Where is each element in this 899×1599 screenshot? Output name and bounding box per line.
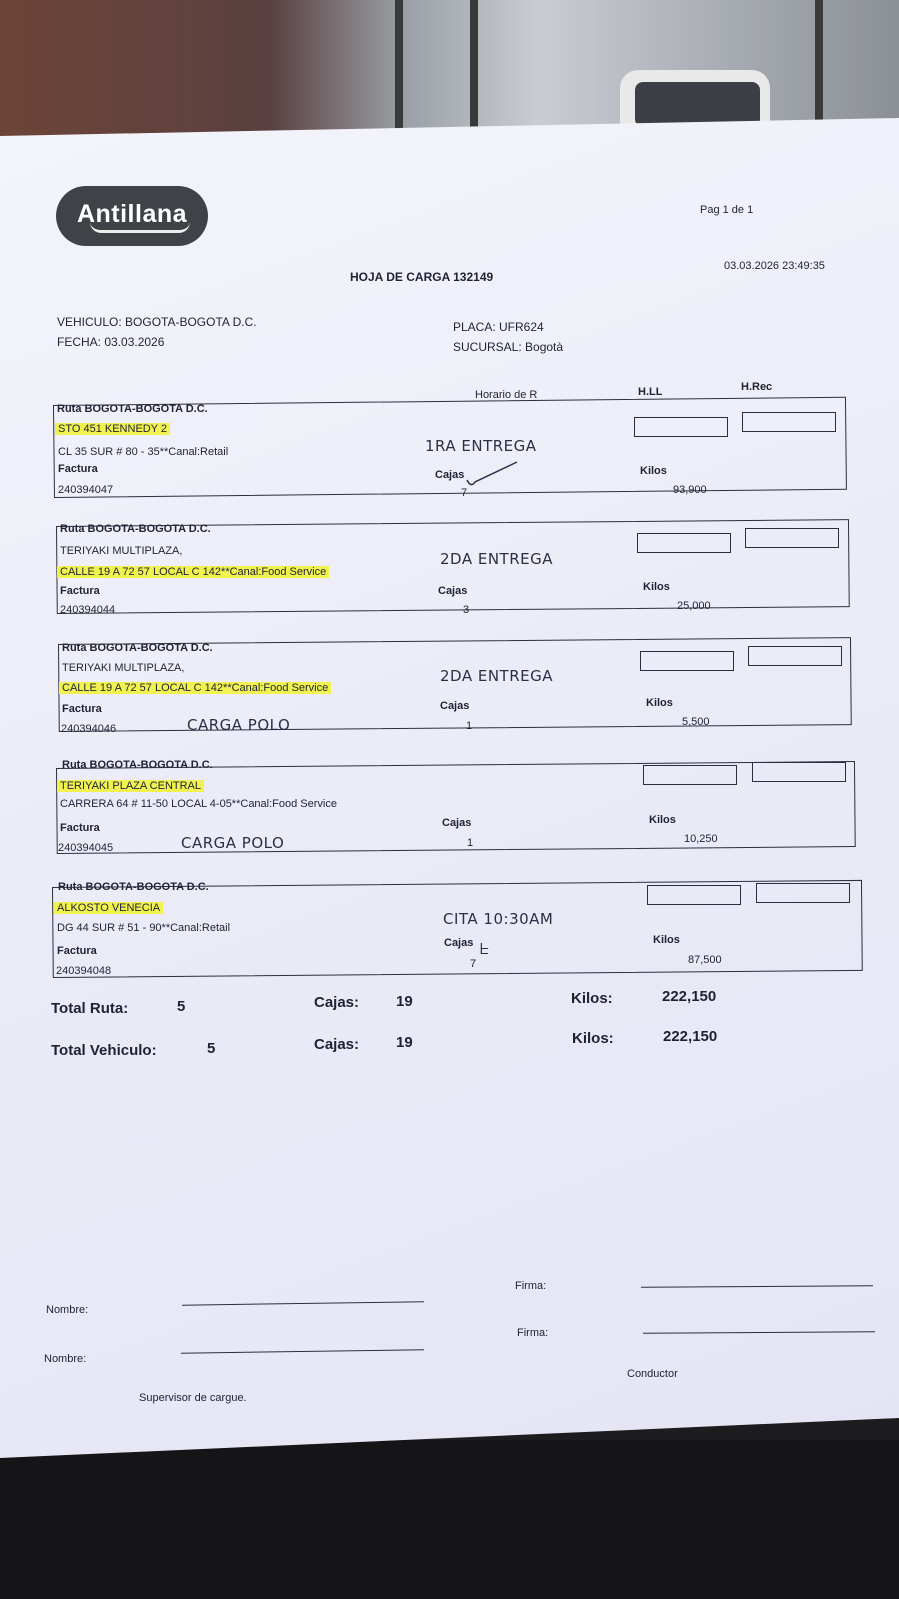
kilos-label: Kilos [643, 581, 670, 593]
branch-label: SUCURSAL: Bogotà [453, 340, 564, 354]
factura-number: 240394048 [56, 965, 112, 977]
vehicle-label: VEHICULO: BOGOTA-BOGOTA D.C. [57, 315, 257, 329]
total-ruta-cajas: 19 [396, 993, 413, 1010]
kilos-label: Kilos [646, 697, 673, 709]
handwritten-note: CITA 10:30AM [443, 910, 554, 928]
total-ruta-kilos-label: Kilos: [571, 990, 613, 1007]
receipt-time-box [748, 646, 842, 666]
column-horario: Horario de R [475, 389, 538, 401]
cajas-label: Cajas [438, 585, 468, 597]
total-vehiculo-kilos: 222,150 [663, 1028, 718, 1045]
client-name: TERIYAKI PLAZA CENTRAL [57, 780, 204, 792]
client-name: TERIYAKI MULTIPLAZA, [62, 662, 185, 674]
route-label: Ruta BOGOTA-BOGOTA D.C. [62, 642, 213, 654]
factura-label: Factura [57, 945, 97, 957]
sheet-title: HOJA DE CARGA 132149 [350, 270, 494, 284]
arrival-time-box [647, 885, 741, 905]
client-name: ALKOSTO VENECIA [54, 902, 163, 914]
handwritten-note: 2DA ENTREGA [440, 667, 554, 685]
handwritten-note: 2DA ENTREGA [440, 550, 554, 568]
cajas-value: 3 [463, 604, 470, 616]
check-mark-icon [463, 458, 523, 492]
factura-number: 240394045 [58, 842, 114, 854]
route-label: Ruta BOGOTA-BOGOTA D.C. [62, 759, 213, 771]
arrival-time-box [643, 765, 737, 785]
receipt-time-box [752, 762, 846, 782]
total-ruta-cajas-label: Cajas: [314, 994, 360, 1011]
logo-swoosh-icon [90, 222, 190, 233]
background-pole [395, 0, 403, 150]
client-address: CARRERA 64 # 11-50 LOCAL 4-05**Canal:Food Service [60, 798, 337, 810]
cajas-label: Cajas [435, 469, 465, 481]
cajas-label: Cajas [442, 817, 472, 829]
kilos-label: Kilos [653, 934, 680, 946]
kilos-value: 10,250 [684, 833, 718, 845]
cajas-value: 1 [467, 837, 474, 849]
kilos-label: Kilos [640, 465, 667, 477]
route-label: Ruta BOGOTA-BOGOTA D.C. [57, 403, 208, 415]
antillana-logo [56, 186, 208, 246]
supervisor-label: Supervisor de cargue. [139, 1392, 247, 1404]
background-bus-window [635, 82, 760, 127]
kilos-value: 93,900 [673, 484, 707, 496]
total-vehiculo-count: 5 [207, 1040, 216, 1057]
receipt-time-box [742, 412, 836, 432]
client-address: DG 44 SUR # 51 - 90**Canal:Retail [57, 922, 231, 934]
nombre-label: Nombre: [46, 1304, 89, 1316]
cajas-value: 1 [466, 720, 473, 732]
client-address: CL 35 SUR # 80 - 35**Canal:Retail [58, 446, 229, 458]
cajas-label: Cajas [444, 937, 474, 949]
total-vehiculo-kilos-label: Kilos: [572, 1030, 614, 1047]
background-dark-floor [0, 1440, 899, 1599]
handwritten-mark-icon: ᖶ [480, 940, 490, 958]
logo-text: Antillana [76, 200, 188, 228]
kilos-value: 25,000 [677, 600, 711, 612]
firma-label: Firma: [515, 1280, 547, 1292]
factura-number: 240394046 [61, 723, 117, 735]
total-vehiculo-label: Total Vehiculo: [51, 1042, 157, 1059]
handwritten-note-2: CARGA POLO [181, 834, 285, 852]
arrival-time-box [640, 651, 734, 671]
client-name: TERIYAKI MULTIPLAZA, [60, 545, 183, 557]
total-vehiculo-cajas: 19 [396, 1034, 413, 1051]
factura-label: Factura [58, 463, 98, 475]
factura-number: 240394044 [60, 604, 116, 616]
handwritten-note: 1RA ENTREGA [425, 437, 537, 455]
nombre-label: Nombre: [44, 1353, 87, 1365]
conductor-label: Conductor [627, 1368, 678, 1380]
cajas-label: Cajas [440, 700, 470, 712]
kilos-value: 87,500 [688, 954, 722, 966]
page-number: Pag 1 de 1 [700, 204, 754, 216]
client-address: CALLE 19 A 72 57 LOCAL C 142**Canal:Food Service [57, 566, 329, 578]
receipt-time-box [756, 883, 850, 903]
kilos-label: Kilos [649, 814, 676, 826]
client-name: STO 451 KENNEDY 2 [55, 423, 170, 435]
total-vehiculo-cajas-label: Cajas: [314, 1036, 360, 1053]
cajas-value: 7 [461, 487, 468, 499]
arrival-time-box [634, 417, 728, 437]
arrival-time-box [637, 533, 731, 553]
factura-label: Factura [60, 585, 100, 597]
date-label: FECHA: 03.03.2026 [57, 335, 165, 349]
total-ruta-label: Total Ruta: [51, 1000, 129, 1017]
route-label: Ruta BOGOTA-BOGOTA D.C. [58, 881, 209, 893]
cajas-value: 7 [470, 958, 477, 970]
factura-label: Factura [62, 703, 102, 715]
kilos-value: 5,500 [682, 716, 710, 728]
total-ruta-count: 5 [177, 998, 186, 1015]
client-address: CALLE 19 A 72 57 LOCAL C 142**Canal:Food Service [59, 682, 331, 694]
receipt-time-box [745, 528, 839, 548]
total-ruta-kilos: 222,150 [662, 988, 717, 1005]
factura-number: 240394047 [58, 484, 114, 496]
print-datetime: 03.03.2026 23:49:35 [724, 260, 825, 272]
firma-label: Firma: [517, 1327, 549, 1339]
handwritten-note-2: CARGA POLO [187, 716, 291, 734]
column-hll: H.LL [638, 386, 663, 398]
factura-label: Factura [60, 822, 100, 834]
plate-label: PLACA: UFR624 [453, 320, 544, 334]
route-label: Ruta BOGOTA-BOGOTA D.C. [60, 523, 211, 535]
column-hrec: H.Rec [741, 381, 773, 393]
